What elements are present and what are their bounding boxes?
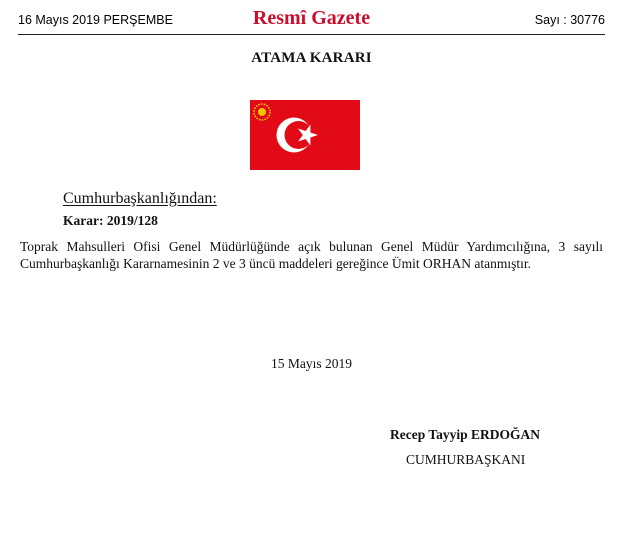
turkish-flag-image [250,100,360,170]
gazette-title: Resmî Gazete [252,7,371,29]
signatory-name: Recep Tayyip ERDOĞAN [390,427,541,442]
document-title: ATAMA KARARI [251,50,372,66]
issue-number: Sayı : 30776 [534,13,605,27]
issue-date: 16 Mayıs 2019 PERŞEMBE [18,13,173,27]
decision-date: 15 Mayıs 2019 [271,356,352,371]
decision-number: Karar: 2019/128 [63,213,158,228]
decision-body: Toprak Mahsulleri Ofisi Genel Müdürlüğünde açık bulunan Genel Müdür Yardımcılığına, 3 sayılı Cumhurbaşkanlığı Kararnamesinin 2 ve 3 üncü maddeleri gereğince Ümit ORHAN atanmıştır. [20,239,603,271]
gazette-header [18,6,605,35]
signatory-title: CUMHURBAŞKANI [406,452,526,467]
issuing-authority: Cumhurbaşkanlığından: [63,190,217,207]
